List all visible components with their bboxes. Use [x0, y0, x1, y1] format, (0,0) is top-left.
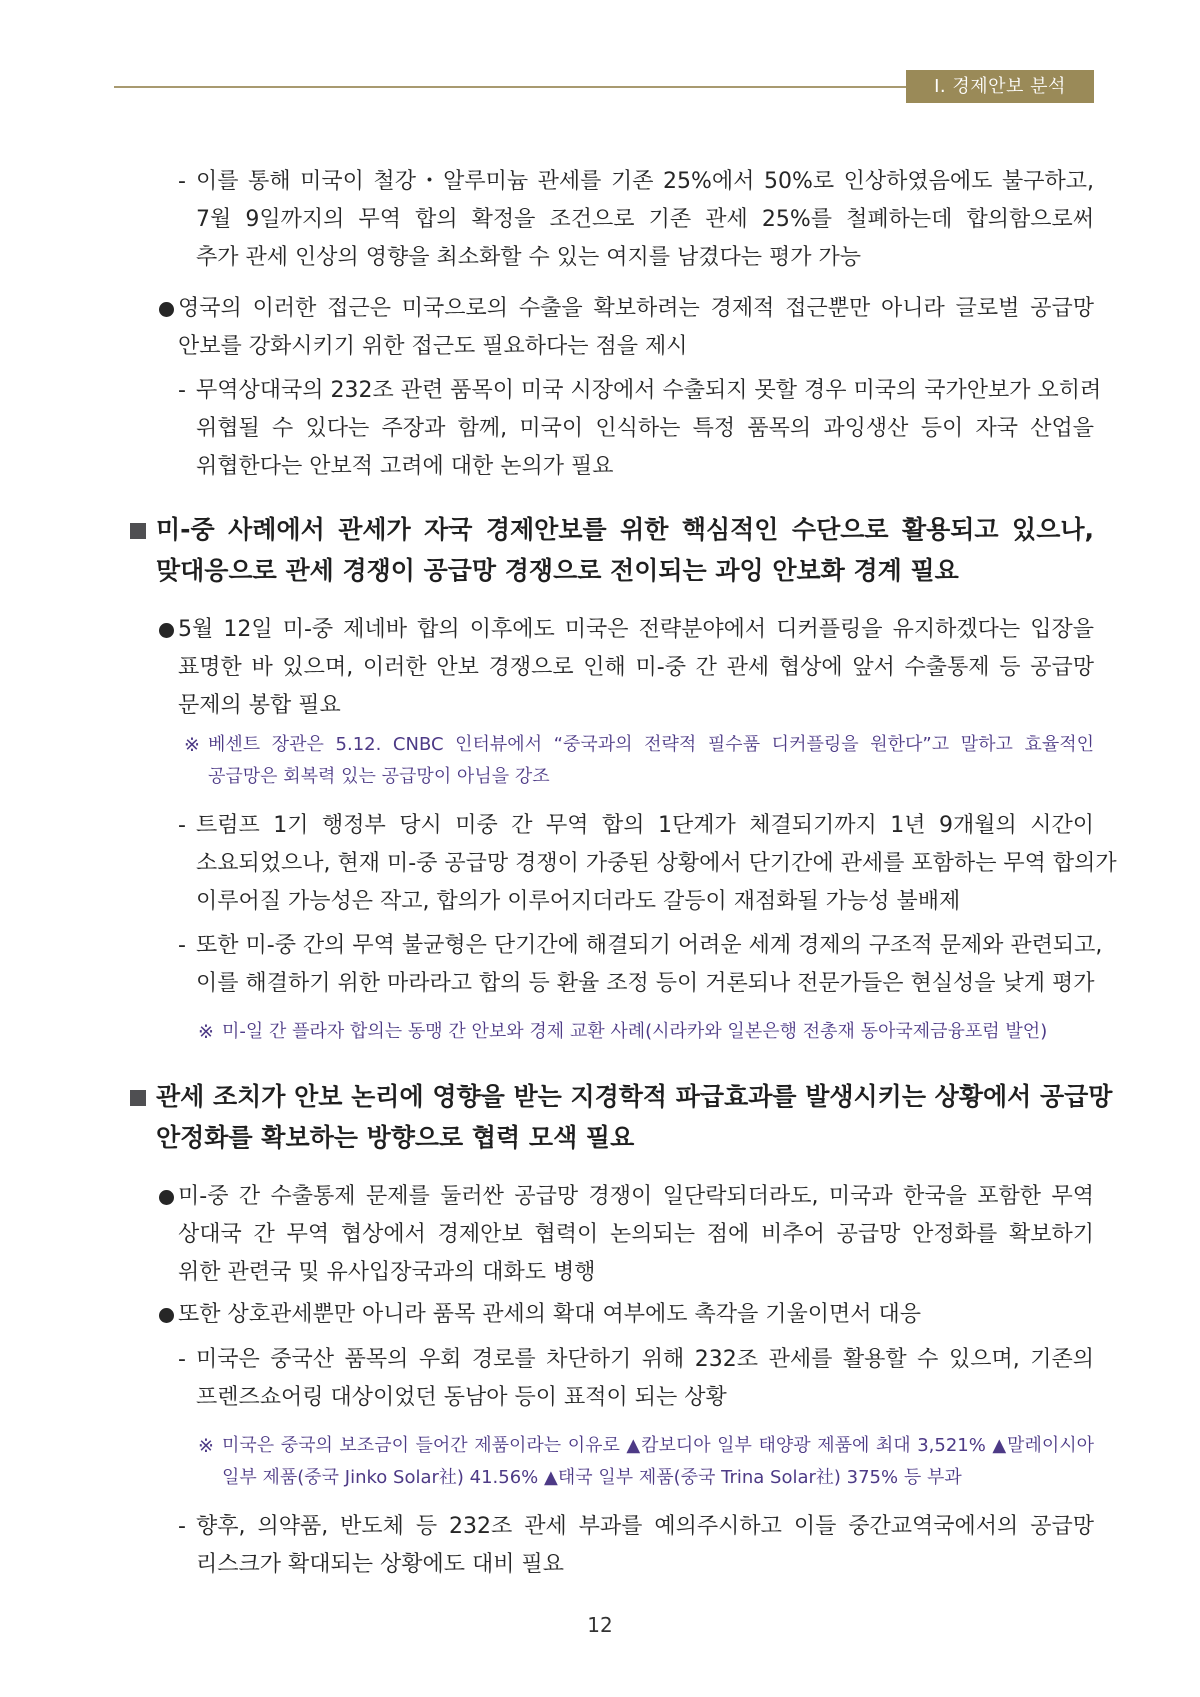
body-line: 위한 관련국 및 유사입장국과의 대화도 병행 — [178, 1260, 596, 1285]
section-square — [130, 523, 146, 539]
body-line: 표명한 바 있으며, 이러한 안보 경쟁으로 인해 미-중 간 관세 협상에 앞서 수출통제 등 공급망 — [178, 655, 1094, 680]
body-line: 7월 9일까지의 무역 합의 확정을 조건으로 기존 관세 25%를 철폐하는데 합의함으로써 — [196, 207, 1094, 232]
note-marker: ※ — [184, 734, 200, 756]
dash-marker: - — [178, 378, 186, 403]
note-marker: ※ — [198, 1435, 214, 1457]
section-heading: 관세 조치가 안보 논리에 영향을 받는 지경학적 파급효과를 발생시키는 상황에서 공급망 — [156, 1082, 1113, 1111]
body-line: 5월 12일 미-중 제네바 합의 이후에도 미국은 전략분야에서 디커플링을 유지하겠다는 입장을 — [178, 617, 1094, 642]
body-line: 무역상대국의 232조 관련 품목이 미국 시장에서 수출되지 못할 경우 미국의 국가안보가 오히려 — [196, 378, 1102, 403]
note-line: 베센트 장관은 5.12. CNBC 인터뷰에서 “중국과의 전략적 필수품 디커플링을 원한다”고 말하고 효율적인 — [208, 734, 1094, 755]
section-heading: 맞대응으로 관세 경쟁이 공급망 경쟁으로 전이되는 과잉 안보화 경계 필요 — [156, 556, 959, 585]
note-line: 미국은 중국의 보조금이 들어간 제품이라는 이유로 ▲캄보디아 일부 태양광 제품에 최대 3,521% ▲말레이시아 — [222, 1435, 1094, 1456]
dash-marker: - — [178, 1514, 186, 1539]
bullet-dot — [159, 623, 174, 638]
body-line: 추가 관세 인상의 영향을 최소화할 수 있는 여지를 남겼다는 평가 가능 — [196, 245, 861, 270]
body-line: 위협한다는 안보적 고려에 대한 논의가 필요 — [196, 454, 614, 479]
body-line: 안보를 강화시키기 위한 접근도 필요하다는 점을 제시 — [178, 334, 688, 359]
section-label: Ⅰ. 경제안보 분석 — [906, 70, 1094, 103]
body-line: 또한 상호관세뿐만 아니라 품목 관세의 확대 여부에도 촉각을 기울이면서 대응 — [178, 1302, 922, 1327]
body-line: 영국의 이러한 접근은 미국으로의 수출을 확보하려는 경제적 접근뿐만 아니라 글로벌 공급망 — [178, 296, 1094, 321]
dash-marker: - — [178, 933, 186, 958]
bullet-dot — [159, 302, 174, 317]
body-line: 상대국 간 무역 협상에서 경제안보 협력이 논의되는 점에 비추어 공급망 안정화를 확보하기 — [178, 1222, 1094, 1247]
note-line: 일부 제품(중국 Jinko Solar社) 41.56% ▲태국 일부 제품(중국 Trina Solar社) 375% 등 부과 — [222, 1467, 962, 1488]
body-line: 이루어질 가능성은 작고, 합의가 이루어지더라도 갈등이 재점화될 가능성 불배제 — [196, 889, 961, 914]
body-line: 트럼프 1기 행정부 당시 미중 간 무역 합의 1단계가 체결되기까지 1년 9개월의 시간이 — [196, 813, 1094, 838]
body-line: 프렌즈쇼어링 대상이었던 동남아 등이 표적이 되는 상황 — [196, 1385, 727, 1410]
dash-marker: - — [178, 169, 186, 194]
note-line: 미-일 간 플라자 합의는 동맹 간 안보와 경제 교환 사례(시라카와 일본은행 전총재 동아국제금융포럼 발언) — [222, 1021, 1048, 1042]
bullet-dot — [159, 1308, 174, 1323]
body-line: 문제의 봉합 필요 — [178, 693, 341, 718]
body-line: 향후, 의약품, 반도체 등 232조 관세 부과를 예의주시하고 이들 중간교역국에서의 공급망 — [196, 1514, 1094, 1539]
body-line: 미-중 간 수출통제 문제를 둘러싼 공급망 경쟁이 일단락되더라도, 미국과 한국을 포함한 무역 — [178, 1184, 1094, 1209]
note-line: 공급망은 회복력 있는 공급망이 아님을 강조 — [208, 766, 550, 787]
body-line: 또한 미-중 간의 무역 불균형은 단기간에 해결되기 어려운 세계 경제의 구조적 문제와 관련되고, — [196, 933, 1103, 958]
body-line: 미국은 중국산 품목의 우회 경로를 차단하기 위해 232조 관세를 활용할 수 있으며, 기존의 — [196, 1347, 1094, 1372]
dash-marker: - — [178, 1347, 186, 1372]
note-marker: ※ — [198, 1021, 214, 1043]
dash-marker: - — [178, 813, 186, 838]
section-heading: 미-중 사례에서 관세가 자국 경제안보를 위한 핵심적인 수단으로 활용되고 있으나, — [156, 515, 1094, 544]
bullet-dot — [159, 1190, 174, 1205]
body-line: 위협될 수 있다는 주장과 함께, 미국이 인식하는 특정 품목의 과잉생산 등이 자국 산업을 — [196, 416, 1094, 441]
body-line: 이를 해결하기 위한 마라라고 합의 등 환율 조정 등이 거론되나 전문가들은 현실성을 낮게 평가 — [196, 971, 1095, 996]
section-square — [130, 1090, 146, 1106]
page-number: 12 — [587, 1613, 613, 1637]
section-heading: 안정화를 확보하는 방향으로 협력 모색 필요 — [156, 1123, 635, 1152]
body-line: 이를 통해 미국이 철강・알루미늄 관세를 기존 25%에서 50%로 인상하였음에도 불구하고, — [196, 169, 1094, 194]
header-rule — [114, 86, 906, 88]
body-line: 리스크가 확대되는 상황에도 대비 필요 — [196, 1552, 565, 1577]
body-line: 소요되었으나, 현재 미-중 공급망 경쟁이 가중된 상황에서 단기간에 관세를 포함하는 무역 합의가 — [196, 851, 1117, 876]
